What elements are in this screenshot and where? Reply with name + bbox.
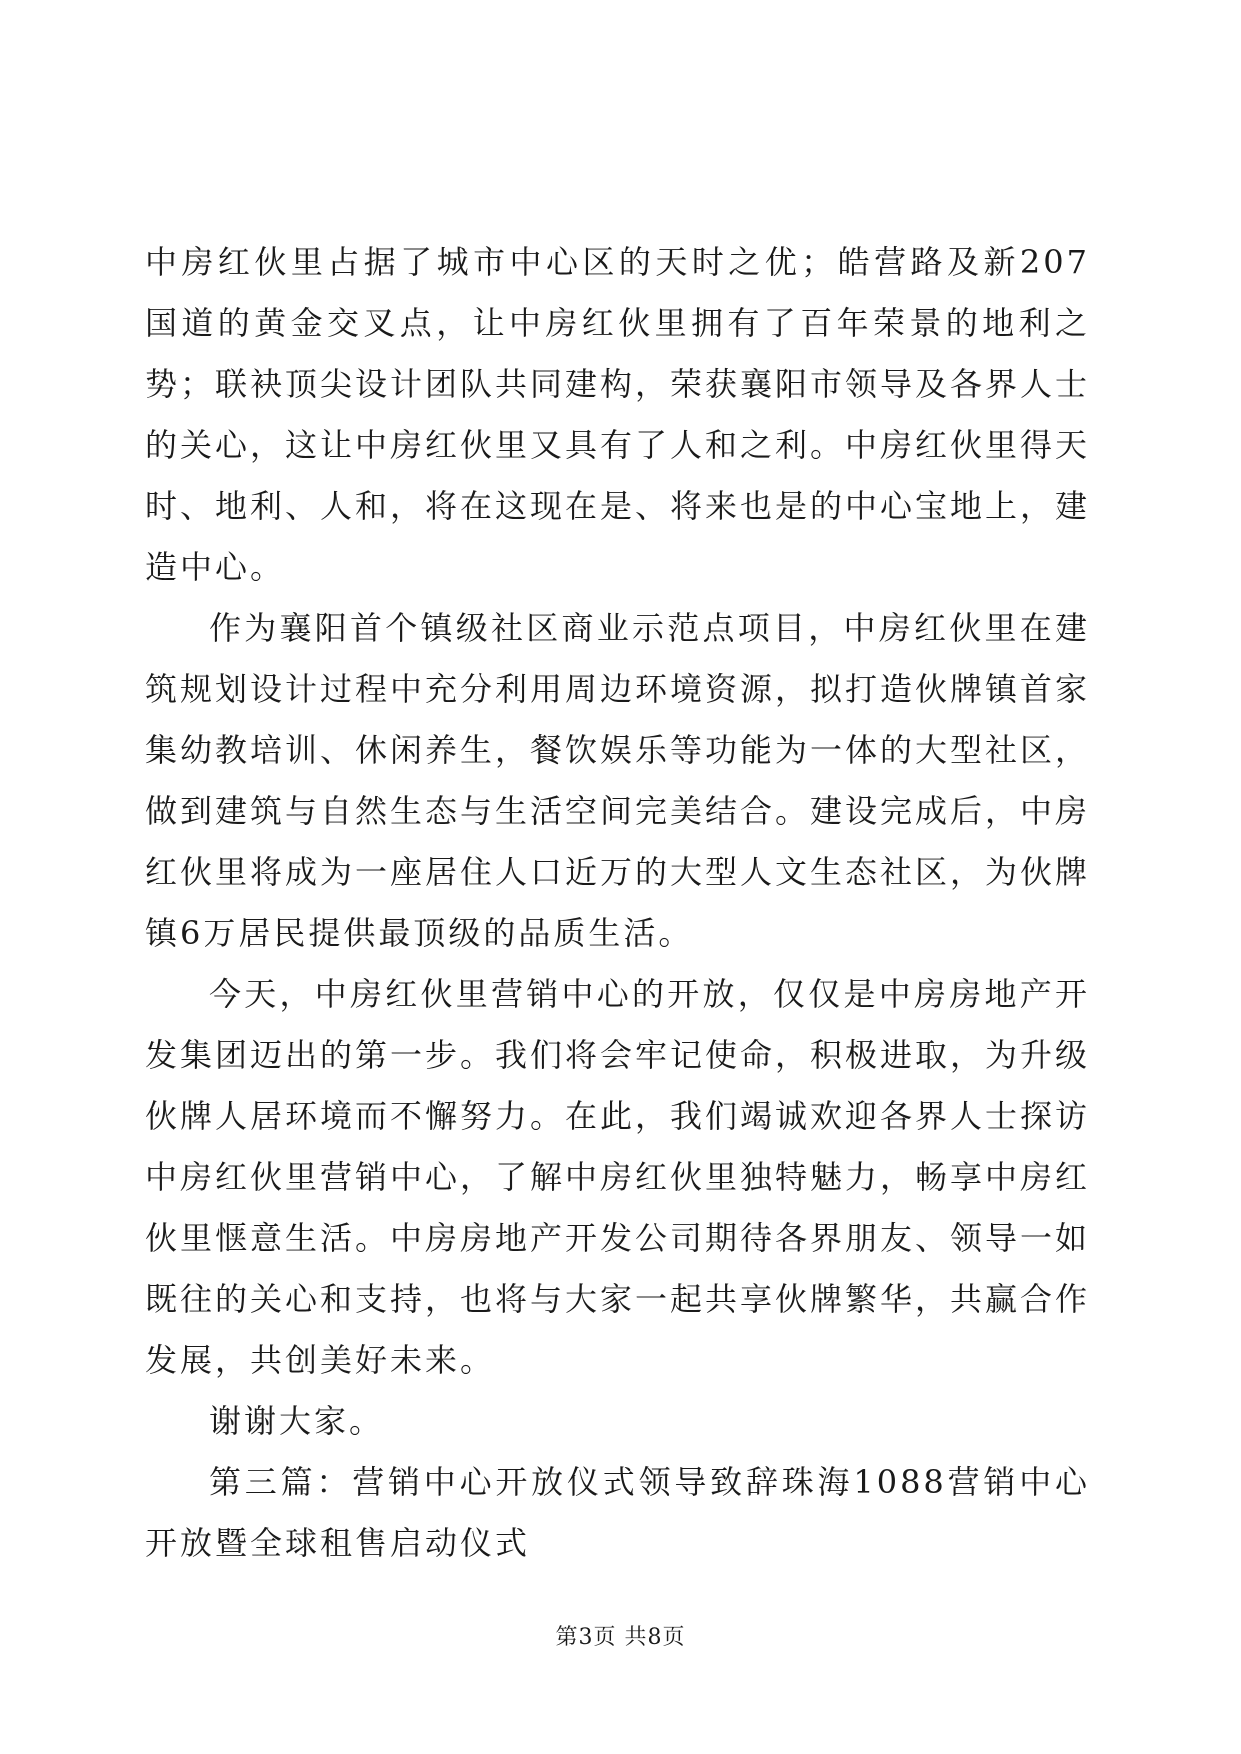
paragraph-location-advantages: 中房红伙里占据了城市中心区的天时之优；皓营路及新207国道的黄金交叉点，让中房红伙里拥有了百年荣景的地利之势；联袂顶尖设计团队共同建构，荣获襄阳市领导及各界人士的关心，这让中房红伙里又具有了人和之利。中房红伙里得天时、地利、人和，将在这现在是、将来也是的中心宝地上，建造中心。 — [145, 243, 1091, 586]
paragraph-project-plan: 作为襄阳首个镇级社区商业示范点项目，中房红伙里在建筑规划设计过程中充分利用周边环境资源，拟打造伙牌镇首家集幼教培训、休闲养生，餐饮娱乐等功能为一体的大型社区，做到建筑与自然生态与生活空间完美结合。建设完成后，中房红伙里将成为一座居住人口近万的大型人文生态社区，为伙牌镇6万居民提供最顶级的品质生活。 — [145, 609, 1091, 952]
page-number-footer: 第3页 共8页 — [555, 1625, 686, 1650]
paragraph-thanks: 谢谢大家。 — [209, 1402, 385, 1440]
paragraph-opening-remarks: 今天，中房红伙里营销中心的开放，仅仅是中房房地产开发集团迈出的第一步。我们将会牢记使命，积极进取，为升级伙牌人居环境而不懈努力。在此，我们竭诚欢迎各界人士探访中房红伙里营销中心，了解中房红伙里独特魅力，畅享中房红伙里惬意生活。中房房地产开发公司期待各界朋友、领导一如既往的关心和支持，也将与大家一起共享伙牌繁华，共赢合作发展，共创美好未来。 — [145, 975, 1091, 1379]
document-body — [145, 232, 1090, 1574]
section-heading-part-three: 第三篇：营销中心开放仪式领导致辞珠海1088营销中心开放暨全球租售启动仪式 — [145, 1463, 1090, 1562]
